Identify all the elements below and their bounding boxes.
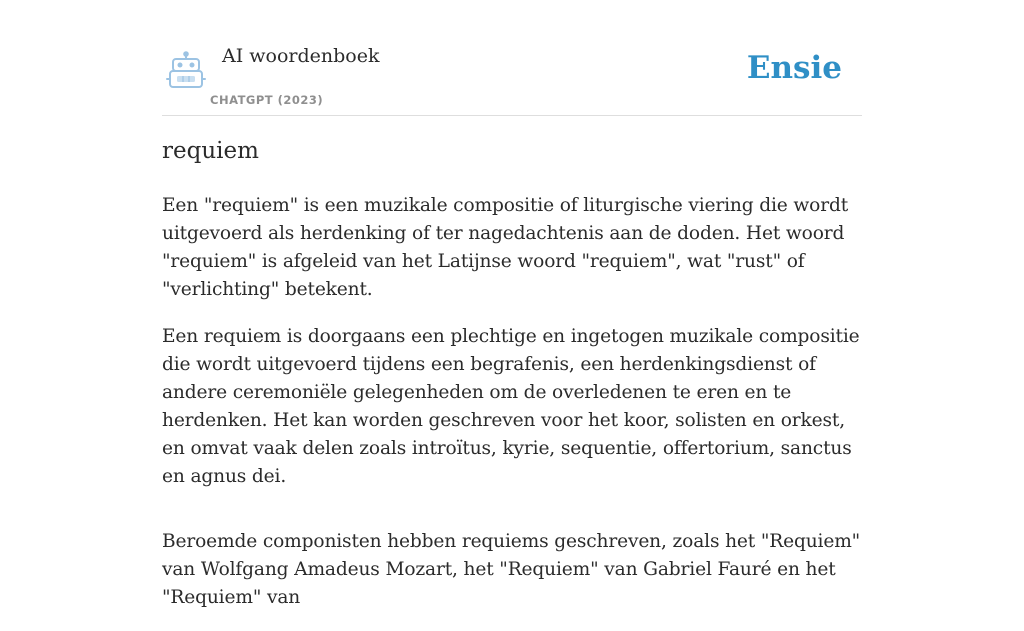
brand-logo[interactable]: Ensie — [746, 50, 842, 86]
source-title[interactable]: AI woordenboek — [222, 45, 380, 67]
definition-paragraph: Beroemde componisten hebben requiems geschreven, zoals het "Requiem" van Wolfgang Amadeus Mozart, het "Requiem" van Gabriel Fauré en het "Requiem" van — [162, 531, 861, 608]
definition-paragraph: Een requiem is doorgaans een plechtige en ingetogen muzikale compositie die wordt uitgevoerd tijdens een begrafenis, een herdenkingsdienst of andere ceremoniële gelegenheden om de overledenen te eren en te herdenken. Het kan worden geschreven voor het koor, solisten en orkest, en omvat vaak delen zoals introïtus, kyrie, sequentie, offertorium, sanctus en agnus dei. — [162, 326, 860, 487]
entry-term: requiem — [162, 138, 259, 164]
source-subtitle: CHATGPT (2023) — [210, 93, 324, 107]
robot-icon — [166, 52, 206, 90]
entry-definition — [162, 192, 864, 631]
definition-paragraph: Een "requiem" is een muzikale compositie of liturgische viering die wordt uitgevoerd als herdenking of ter nagedachtenis aan de doden. Het woord "requiem" is afgeleid van het Latijnse woord "requiem", wat "rust" of "verlichting" betekent. — [162, 195, 849, 300]
source-header — [162, 40, 862, 116]
